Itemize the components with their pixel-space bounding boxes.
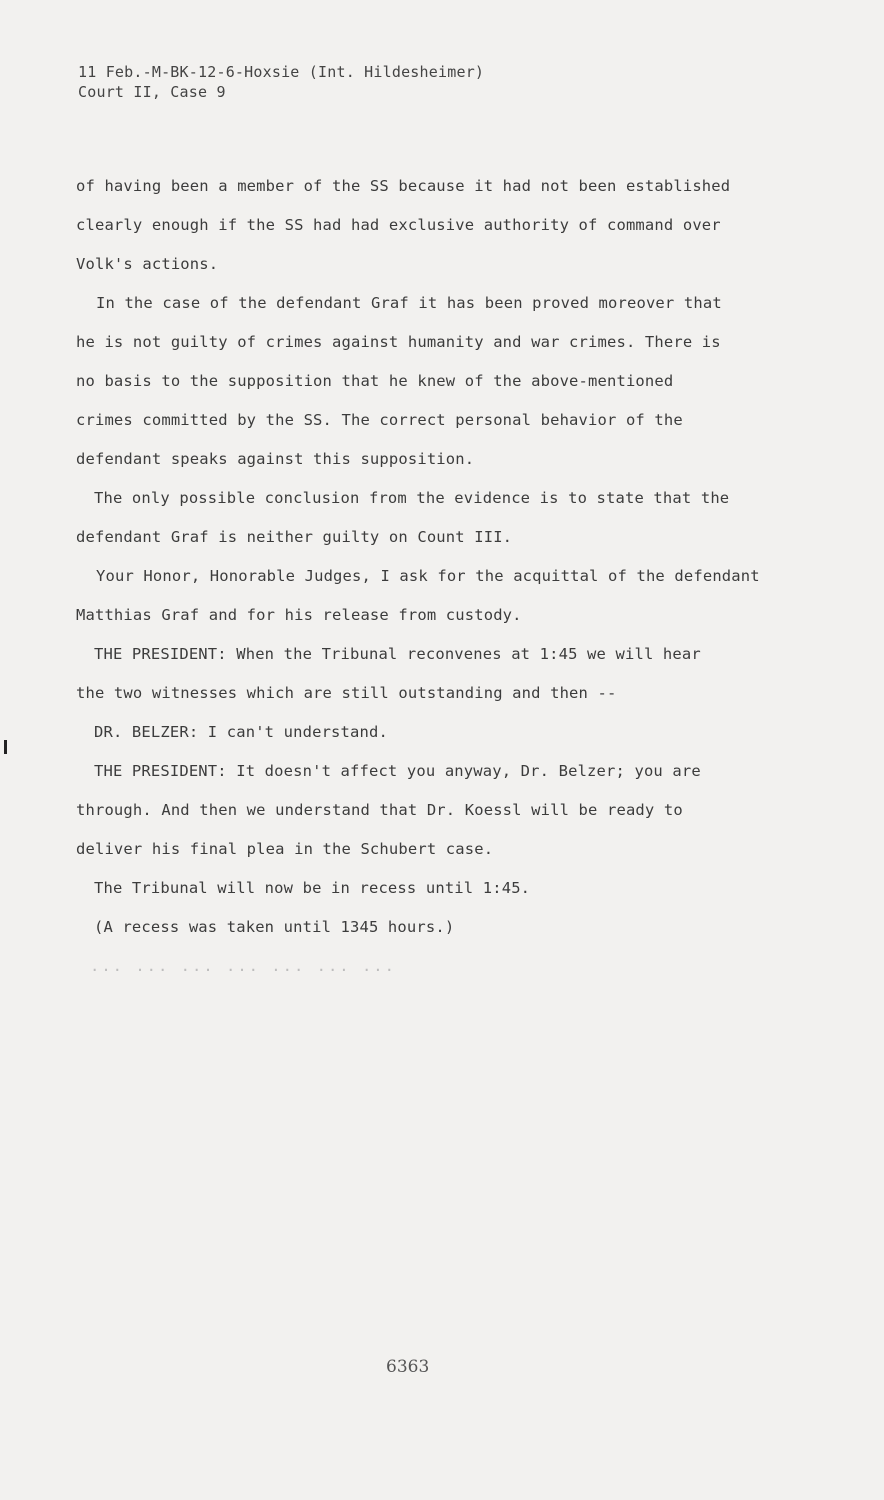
transcript-line: crimes committed by the SS. The correct personal behavior of the <box>76 411 683 429</box>
document-header <box>78 62 484 102</box>
transcript-line: In the case of the defendant Graf it has been proved moreover that <box>96 294 722 312</box>
transcript-line: deliver his final plea in the Schubert case. <box>76 840 494 858</box>
transcript-line: Matthias Graf and for his release from custody. <box>76 606 522 624</box>
transcript-line: (A recess was taken until 1345 hours.) <box>94 918 455 936</box>
transcript-line: The Tribunal will now be in recess until 1:45. <box>94 879 531 897</box>
transcript-line: defendant Graf is neither guilty on Count III. <box>76 528 513 546</box>
transcript-line: the two witnesses which are still outstanding and then -- <box>76 684 617 702</box>
transcript-line: DR. BELZER: I can't understand. <box>94 723 388 741</box>
edge-mark <box>4 740 7 754</box>
transcript-line: The only possible conclusion from the evidence is to state that the <box>94 489 730 507</box>
transcript-line: of having been a member of the SS because it had not been established <box>76 177 731 195</box>
header-line-2: Court II, Case 9 <box>78 83 226 101</box>
transcript-line: no basis to the supposition that he knew of the above-mentioned <box>76 372 674 390</box>
transcript-line: Volk's actions. <box>76 255 219 273</box>
transcript-line: THE PRESIDENT: It doesn't affect you anyway, Dr. Belzer; you are <box>94 762 701 780</box>
transcript-line: through. And then we understand that Dr. Koessl will be ready to <box>76 801 683 819</box>
faint-bleed-through-line: ... ... ... ... ... ... ... <box>90 957 396 975</box>
transcript-line: THE PRESIDENT: When the Tribunal reconvenes at 1:45 we will hear <box>94 645 701 663</box>
transcript-line: Your Honor, Honorable Judges, I ask for the acquittal of the defendant <box>96 567 760 585</box>
transcript-line: clearly enough if the SS had had exclusive authority of command over <box>76 216 721 234</box>
transcript-line: defendant speaks against this supposition. <box>76 450 475 468</box>
transcript-line: he is not guilty of crimes against humanity and war crimes. There is <box>76 333 721 351</box>
header-line-1: 11 Feb.-M-BK-12-6-Hoxsie (Int. Hildesheimer) <box>78 63 485 81</box>
page-number: 6363 <box>386 1357 430 1377</box>
